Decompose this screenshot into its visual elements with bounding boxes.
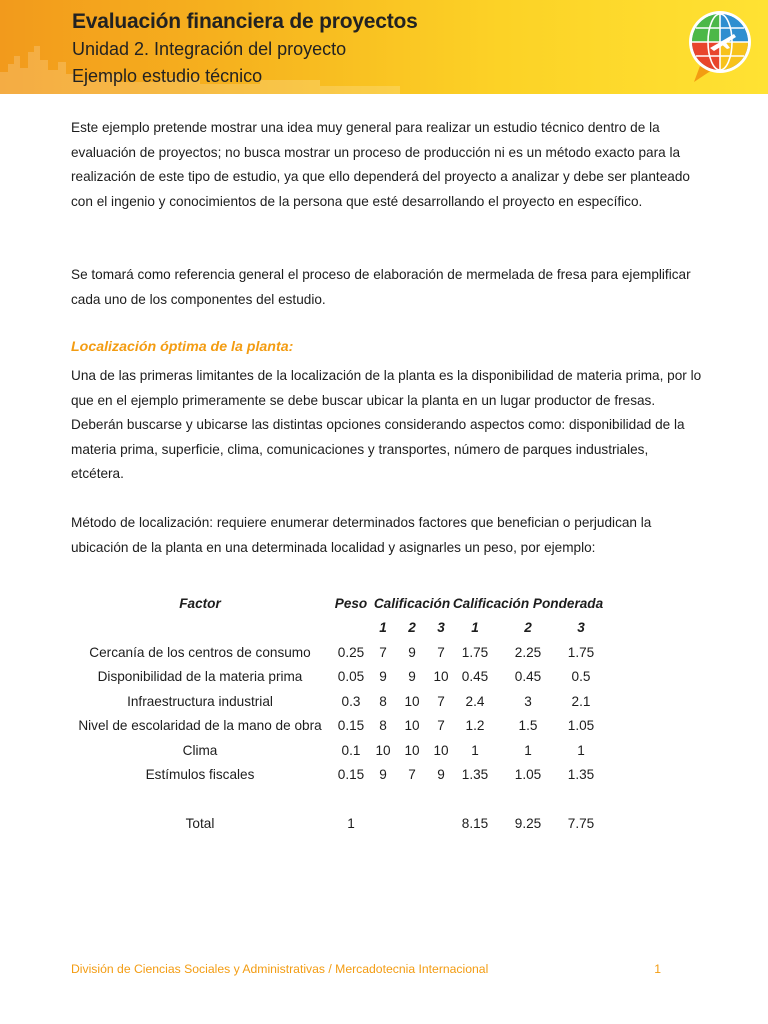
location-paragraph: Una de las primeras limitantes de la localización de la planta es la disponibilidad de materia prima, por lo que en el ejemplo primeramente se debe buscar ubicar la planta en un lugar productor de fresas. Deberán buscarse y ubicarse las distintas opciones considerando aspectos como: disponibilidad de la materia prima, superficie, clima, comunicaciones y transportes, número de parques industriales, etcétera. [71, 368, 702, 481]
ponderada-cell: 1.05 [514, 767, 542, 783]
table-header-row [70, 591, 604, 616]
method-paragraph: Método de localización: requiere enumerar determinados factores que benefician o perjudican la ubicación de la planta en una determinada localidad y asignarles un peso, por ejemplo: [71, 515, 652, 555]
header-calificacion: Calificación [373, 595, 451, 611]
peso-cell: 0.3 [341, 693, 361, 709]
subheader-c2: 2 [408, 620, 416, 636]
intro-paragraph: Este ejemplo pretende mostrar una idea muy general para realizar un estudio técnico dentro de la evaluación de proyectos; no busca mostrar un proceso de producción ni es un método exacto para la realización de este tipo de estudio, ya que ello dependerá del proyecto a analizar y debe ser planteado con el ingenio y conocimientos de la persona que esté desarrollando el proyecto en específico. [71, 120, 690, 209]
table-row [70, 763, 604, 788]
reference-paragraph: Se tomará como referencia general el proceso de elaboración de mermelada de fresa para ejemplificar cada uno de los componentes del estudio. [71, 267, 691, 307]
section-heading: Localización óptima de la planta: [71, 339, 294, 355]
page-footer [71, 962, 661, 976]
table-row [70, 689, 604, 714]
ponderada-cell: 2.1 [571, 693, 591, 709]
calificacion-cell: 10 [404, 742, 420, 758]
header-peso: Peso [334, 595, 368, 611]
ponderada-cell: 2.25 [514, 644, 542, 660]
header-factor: Factor [179, 595, 221, 611]
table-total-row [70, 812, 604, 837]
total-ponderada-cell: 7.75 [567, 816, 595, 832]
calificacion-cell: 10 [433, 742, 449, 758]
ponderada-cell: 1.5 [518, 718, 538, 734]
calificacion-cell: 9 [408, 644, 416, 660]
peso-cell: 0.15 [337, 718, 365, 734]
unit-title: Unidad 2. Integración del proyecto [72, 39, 347, 59]
ponderada-cell: 0.45 [514, 669, 542, 685]
table-row [70, 714, 604, 739]
subheader-p2: 2 [524, 620, 532, 636]
factor-cell: Disponibilidad de la materia prima [97, 669, 303, 685]
calificacion-cell: 9 [408, 669, 416, 685]
subheader-c1: 1 [379, 620, 387, 636]
ponderada-cell: 3 [524, 693, 532, 709]
total-label: Total [185, 816, 215, 832]
ponderada-cell: 1 [471, 742, 479, 758]
peso-cell: 0.1 [341, 742, 361, 758]
location-factors-table [70, 591, 604, 836]
globe-logo-icon [684, 8, 756, 84]
ponderada-cell: 1.35 [567, 767, 595, 783]
table-row [70, 738, 604, 763]
ponderada-cell: 1.75 [461, 644, 489, 660]
factor-cell: Estímulos fiscales [145, 767, 255, 783]
ponderada-cell: 0.5 [571, 669, 591, 685]
ponderada-cell: 1.2 [465, 718, 485, 734]
factor-cell: Cercanía de los centros de consumo [89, 644, 311, 660]
factor-cell: Nivel de escolaridad de la mano de obra [78, 718, 322, 734]
calificacion-cell: 7 [437, 718, 445, 734]
factor-cell: Clima [182, 742, 218, 758]
ponderada-cell: 2.4 [465, 693, 485, 709]
ponderada-cell: 1 [577, 742, 585, 758]
document-title: Evaluación financiera de proyectos [72, 10, 418, 33]
calificacion-cell: 10 [404, 693, 420, 709]
table-row [70, 665, 604, 690]
total-ponderada-cell: 9.25 [514, 816, 542, 832]
factor-cell: Infraestructura industrial [127, 693, 273, 709]
subheader-c3: 3 [437, 620, 445, 636]
calificacion-cell: 10 [404, 718, 420, 734]
table-subheader-row [70, 616, 604, 641]
document-subtitle: Ejemplo estudio técnico [72, 66, 263, 86]
calificacion-cell: 9 [379, 669, 387, 685]
ponderada-cell: 1 [524, 742, 532, 758]
peso-cell: 0.25 [337, 644, 365, 660]
calificacion-cell: 7 [437, 693, 445, 709]
peso-cell: 0.05 [337, 669, 365, 685]
page-header [0, 0, 768, 94]
calificacion-cell: 7 [408, 767, 416, 783]
ponderada-cell: 1.05 [567, 718, 595, 734]
calificacion-cell: 10 [375, 742, 391, 758]
total-peso-cell: 1 [347, 816, 355, 832]
page-number: 1 [654, 962, 661, 976]
footer-text: División de Ciencias Sociales y Administrativas / Mercadotecnia Internacional [71, 962, 489, 976]
calificacion-cell: 9 [379, 767, 387, 783]
calificacion-cell: 8 [379, 693, 387, 709]
table-row [70, 640, 604, 665]
subheader-p1: 1 [471, 620, 479, 636]
table-spacer-row [70, 787, 604, 812]
header-ponderada: Calificación Ponderada [452, 595, 604, 611]
calificacion-cell: 10 [433, 669, 449, 685]
ponderada-cell: 1.35 [461, 767, 489, 783]
calificacion-cell: 8 [379, 718, 387, 734]
peso-cell: 0.15 [337, 767, 365, 783]
calificacion-cell: 7 [379, 644, 387, 660]
calificacion-cell: 7 [437, 644, 445, 660]
total-ponderada-cell: 8.15 [461, 816, 489, 832]
ponderada-cell: 1.75 [567, 644, 595, 660]
calificacion-cell: 9 [437, 767, 445, 783]
ponderada-cell: 0.45 [461, 669, 489, 685]
subheader-p3: 3 [577, 620, 585, 636]
